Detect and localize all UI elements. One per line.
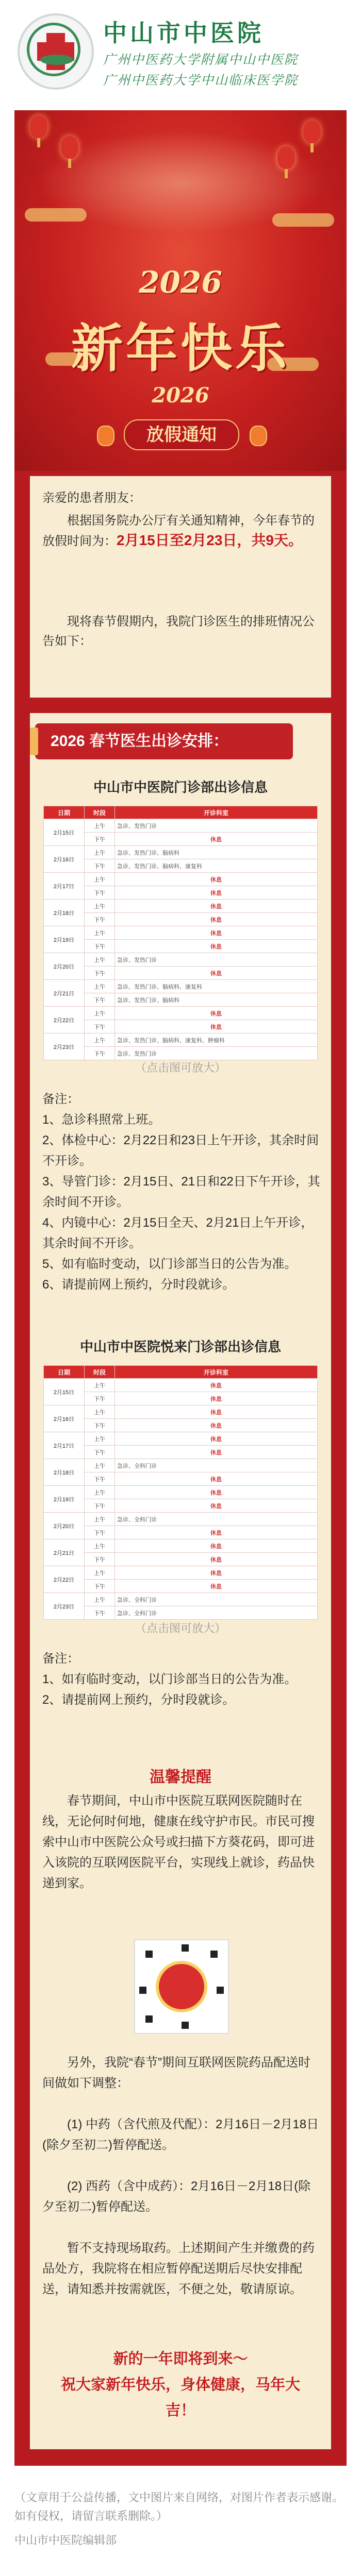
department-cell: 急诊、发热门诊 xyxy=(115,1047,318,1060)
cloud-decoration xyxy=(25,208,87,222)
period-cell: 上午 xyxy=(85,846,115,859)
table1-caption: （点击图可放大） xyxy=(135,1061,226,1074)
period-cell: 上午 xyxy=(85,1379,115,1392)
period-cell: 上午 xyxy=(85,926,115,940)
department-cell: 急诊、发热门诊、脑病科、康复科 xyxy=(115,859,318,873)
table-row xyxy=(44,846,318,859)
period-cell: 上午 xyxy=(85,1033,115,1047)
date-cell: 2月23日 xyxy=(44,1593,85,1620)
department-cell: 急诊、发热门诊、脑病科 xyxy=(115,993,318,1007)
period-cell: 上午 xyxy=(85,1566,115,1580)
department-cell: 休息 xyxy=(115,900,318,913)
delivery-item-2: (2) 西药（含中成药）：2月16日－2月18日(除夕至初二)暂停配送。 xyxy=(42,2179,311,2214)
table-row xyxy=(44,967,318,980)
department-cell: 休息 xyxy=(115,1566,318,1580)
table-row xyxy=(44,1526,318,1539)
copyright-note: （文章用于公益传播，文中图片来自网络，对图片作者表示感谢。如有侵权，请留言联系删除。） xyxy=(14,2491,344,2522)
table-header-cell: 时段 xyxy=(85,806,115,819)
banner-year: 2026 xyxy=(139,265,222,300)
department-cell: 急诊、发热门诊、脑病科 xyxy=(115,846,318,859)
table-row xyxy=(44,819,318,833)
period-cell: 上午 xyxy=(85,873,115,886)
hospital-header xyxy=(0,0,361,103)
period-cell: 下午 xyxy=(85,1419,115,1432)
department-cell: 休息 xyxy=(115,967,318,980)
hospital-name: 中山市中医院 xyxy=(103,19,264,47)
period-cell: 下午 xyxy=(85,1047,115,1060)
table-row xyxy=(44,1499,318,1513)
date-cell: 2月16日 xyxy=(44,1405,85,1432)
period-cell: 下午 xyxy=(85,993,115,1007)
date-cell: 2月22日 xyxy=(44,1566,85,1593)
period-cell: 下午 xyxy=(85,967,115,980)
lantern-icon xyxy=(30,115,47,138)
internet-hospital-qr-code[interactable] xyxy=(134,1939,229,2034)
department-cell: 休息 xyxy=(115,913,318,926)
table-row xyxy=(44,1446,318,1459)
department-cell: 休息 xyxy=(115,1553,318,1566)
table-header-cell: 日期 xyxy=(44,1366,85,1379)
remark-item: 2、请提前网上预约，分时段就诊。 xyxy=(42,1693,235,1707)
period-cell: 下午 xyxy=(85,833,115,846)
period-cell: 上午 xyxy=(85,1459,115,1472)
period-cell: 上午 xyxy=(85,980,115,993)
table-row xyxy=(44,873,318,886)
table-row xyxy=(44,1580,318,1593)
table-row xyxy=(44,1020,318,1033)
date-cell: 2月22日 xyxy=(44,1007,85,1033)
delivery-item-3: 暂不支持现场取药。上述期间产生并缴费的药品处方，我院将在相应暂停配送期后尽快安排配送，请知悉并按需就医，不便之处，敬请原谅。 xyxy=(42,2241,315,2296)
period-cell: 下午 xyxy=(85,1020,115,1033)
table-header-row xyxy=(44,806,318,819)
closing-line-1: 新的一年即将到来～ xyxy=(113,2351,248,2367)
period-cell: 下午 xyxy=(85,1472,115,1486)
notice-pill: 放假通知 xyxy=(124,419,239,450)
department-cell: 急诊、全科门诊 xyxy=(115,1593,318,1606)
table-header-cell: 开诊科室 xyxy=(115,1366,318,1379)
table-row xyxy=(44,1432,318,1446)
table-row xyxy=(44,980,318,993)
period-cell: 上午 xyxy=(85,819,115,833)
closing-line-2: 祝大家新年快乐，身体健康，马年大吉！ xyxy=(60,2377,300,2419)
period-cell: 上午 xyxy=(85,1513,115,1526)
table-row xyxy=(44,953,318,967)
cloud-decoration xyxy=(272,213,334,227)
table-row xyxy=(44,993,318,1007)
period-cell: 上午 xyxy=(85,1486,115,1499)
department-cell: 休息 xyxy=(115,1539,318,1553)
department-cell: 休息 xyxy=(115,1486,318,1499)
table2-title: 中山市中医院悦来门诊部出诊信息 xyxy=(79,1339,281,1354)
table-row xyxy=(44,1033,318,1047)
reminder-title: 温馨提醒 xyxy=(150,1769,211,1786)
department-cell: 急诊、全科门诊 xyxy=(115,1606,318,1620)
holiday-dates: 2月15日至2月23日，共9天。 xyxy=(117,532,303,548)
remark-item: 2、体检中心：2月22日和23日上午开诊，其余时间不开诊。 xyxy=(42,1133,319,1168)
table-row xyxy=(44,1472,318,1486)
outpatient-schedule-table xyxy=(43,806,318,1060)
table-row xyxy=(44,886,318,900)
remarks-1 xyxy=(42,1089,321,1295)
lantern-icon xyxy=(250,426,267,446)
table-header-cell: 日期 xyxy=(44,806,85,819)
table2-caption: （点击图可放大） xyxy=(135,1622,226,1635)
table-row xyxy=(44,1419,318,1432)
yuelai-schedule-table xyxy=(43,1365,318,1620)
table-row xyxy=(44,859,318,873)
department-cell: 急诊、发热门诊、脑病科、康复科、肿瘤科 xyxy=(115,1033,318,1047)
lantern-icon xyxy=(61,136,78,159)
table-header-row xyxy=(44,1366,318,1379)
department-cell: 休息 xyxy=(115,1379,318,1392)
holiday-paragraph xyxy=(42,511,321,551)
remark-item: 1、如有临时变动，以门诊部当日的公告为准。 xyxy=(42,1672,297,1686)
remark-item: 6、请提前网上预约，分时段就诊。 xyxy=(42,1278,235,1292)
date-cell: 2月19日 xyxy=(44,1486,85,1513)
department-cell: 休息 xyxy=(115,1020,318,1033)
date-cell: 2月17日 xyxy=(44,873,85,900)
department-cell: 急诊、发热门诊、脑病科、康复科 xyxy=(115,980,318,993)
table-row xyxy=(44,926,318,940)
salutation: 亲爱的患者朋友： xyxy=(42,491,141,505)
holiday-paragraph-text: 根据国务院办公厅有关通知精神，今年春节的放假时间为： xyxy=(42,514,315,548)
table1-title: 中山市中医院门诊部出诊信息 xyxy=(93,779,268,795)
lantern-icon xyxy=(97,426,114,446)
date-cell: 2月17日 xyxy=(44,1432,85,1459)
period-cell: 下午 xyxy=(85,913,115,926)
period-cell: 上午 xyxy=(85,1007,115,1020)
schedule-section-head: 2026 春节医生出诊安排： xyxy=(35,723,293,759)
date-cell: 2月18日 xyxy=(44,900,85,926)
period-cell: 下午 xyxy=(85,1580,115,1593)
date-cell: 2月23日 xyxy=(44,1033,85,1060)
table-row xyxy=(44,1459,318,1472)
table-row xyxy=(44,833,318,846)
table-row xyxy=(44,1513,318,1526)
table-row xyxy=(44,900,318,913)
date-cell: 2月15日 xyxy=(44,1379,85,1405)
period-cell: 上午 xyxy=(85,1539,115,1553)
department-cell: 休息 xyxy=(115,1580,318,1593)
period-cell: 下午 xyxy=(85,1446,115,1459)
department-cell: 休息 xyxy=(115,940,318,953)
date-cell: 2月20日 xyxy=(44,953,85,980)
department-cell: 休息 xyxy=(115,1526,318,1539)
table-row xyxy=(44,1593,318,1606)
period-cell: 下午 xyxy=(85,859,115,873)
hospital-affiliation-1: 广州中医药大学附属中山中医院 xyxy=(103,52,299,67)
department-cell: 休息 xyxy=(115,873,318,886)
period-cell: 上午 xyxy=(85,1405,115,1419)
lantern-icon xyxy=(303,121,321,143)
period-cell: 下午 xyxy=(85,1392,115,1405)
remark-item: 3、导管门诊：2月15日、21日和22日下午开诊，其余时间不开诊。 xyxy=(42,1175,320,1209)
department-cell: 休息 xyxy=(115,1419,318,1432)
period-cell: 下午 xyxy=(85,886,115,900)
remarks-2 xyxy=(42,1649,321,1710)
date-cell: 2月21日 xyxy=(44,1539,85,1566)
schedule-intro: 现将春节假期内，我院门诊医生的排班情况公告如下： xyxy=(42,615,315,648)
remarks-1-title: 备注： xyxy=(42,1092,79,1106)
date-cell: 2月16日 xyxy=(44,846,85,873)
department-cell: 休息 xyxy=(115,1392,318,1405)
table-row xyxy=(44,1007,318,1020)
period-cell: 上午 xyxy=(85,1593,115,1606)
department-cell: 休息 xyxy=(115,1405,318,1419)
table-row xyxy=(44,1405,318,1419)
table-row xyxy=(44,1553,318,1566)
table-row xyxy=(44,1486,318,1499)
department-cell: 休息 xyxy=(115,926,318,940)
reminder-text: 春节期间，中山市中医院互联网医院随时在线，无论何时何地，健康在线守护市民。市民可搜索中山市中医院公众号或扫描下方葵花码，即可进入该院的互联网医院平台，实现线上就诊，药品快递到家。 xyxy=(42,1794,315,1890)
source-line: 中山市中医院编辑部 xyxy=(14,2534,117,2547)
hospital-affiliation-2: 广州中医药大学中山临床医学院 xyxy=(103,73,299,88)
table-row xyxy=(44,1392,318,1405)
table-row xyxy=(44,1379,318,1392)
department-cell: 休息 xyxy=(115,1499,318,1513)
department-cell: 休息 xyxy=(115,1472,318,1486)
holiday-notice-card xyxy=(30,476,331,698)
hospital-logo xyxy=(18,13,94,90)
remark-item: 5、如有临时变动，以门诊部当日的公告为准。 xyxy=(42,1257,297,1271)
department-cell: 急诊、发热门诊 xyxy=(115,953,318,967)
department-cell: 休息 xyxy=(115,886,318,900)
date-cell: 2月21日 xyxy=(44,980,85,1007)
department-cell: 休息 xyxy=(115,833,318,846)
department-cell: 急诊、全科门诊 xyxy=(115,1513,318,1526)
banner-greeting: 新年快乐 xyxy=(71,318,290,379)
content-panel xyxy=(14,471,347,2466)
period-cell: 上午 xyxy=(85,1432,115,1446)
table-row xyxy=(44,1047,318,1060)
banner-year-small: 2026 xyxy=(152,383,209,408)
period-cell: 下午 xyxy=(85,1606,115,1620)
department-cell: 休息 xyxy=(115,1007,318,1020)
delivery-item-1: (1) 中药（含代煎及代配）：2月16日－2月18日(除夕至初二)暂停配送。 xyxy=(42,2117,319,2152)
table-row xyxy=(44,1539,318,1553)
date-cell: 2月20日 xyxy=(44,1513,85,1539)
department-cell: 急诊、全科门诊 xyxy=(115,1459,318,1472)
remark-item: 4、内镜中心：2月15日全天、2月21日上午开诊，其余时间不开诊。 xyxy=(42,1216,314,1250)
table-header-cell: 开诊科室 xyxy=(115,806,318,819)
department-cell: 急诊、发热门诊 xyxy=(115,819,318,833)
period-cell: 上午 xyxy=(85,900,115,913)
date-cell: 2月18日 xyxy=(44,1459,85,1486)
period-cell: 下午 xyxy=(85,1499,115,1513)
date-cell: 2月19日 xyxy=(44,926,85,953)
period-cell: 上午 xyxy=(85,953,115,967)
table-header-cell: 时段 xyxy=(85,1366,115,1379)
table-row xyxy=(44,913,318,926)
lantern-icon xyxy=(277,146,295,169)
department-cell: 休息 xyxy=(115,1432,318,1446)
table-row xyxy=(44,1566,318,1580)
period-cell: 下午 xyxy=(85,1553,115,1566)
period-cell: 下午 xyxy=(85,940,115,953)
table-row xyxy=(44,940,318,953)
table-row xyxy=(44,1606,318,1620)
period-cell: 下午 xyxy=(85,1526,115,1539)
schedule-card xyxy=(30,713,331,2449)
new-year-banner xyxy=(14,110,347,471)
delivery-intro: 另外，我院“春节”期间互联网医院药品配送时间做如下调整： xyxy=(42,2056,310,2090)
remark-item: 1、急诊科照常上班。 xyxy=(42,1113,161,1127)
remarks-2-title: 备注： xyxy=(42,1652,79,1666)
department-cell: 休息 xyxy=(115,1446,318,1459)
date-cell: 2月15日 xyxy=(44,819,85,846)
